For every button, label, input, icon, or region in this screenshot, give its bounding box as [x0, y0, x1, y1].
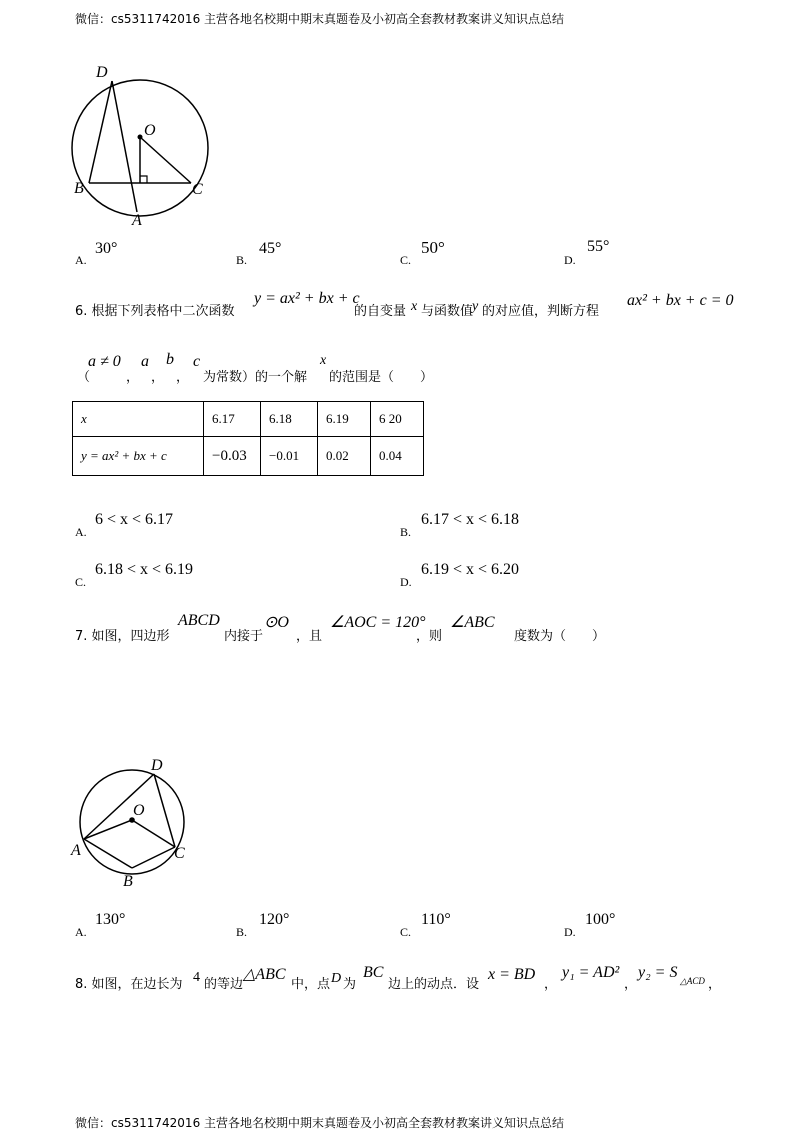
q8-text-2: 中，点	[291, 977, 331, 992]
q7-prefix: 7. 如图，四边形	[75, 629, 170, 644]
q8-side-length: 4	[193, 970, 200, 985]
q7-option-a-value: 130°	[95, 911, 126, 928]
q6-condition: a ≠ 0	[88, 353, 121, 370]
q8-y1-def: y₁ = AD²	[562, 964, 620, 981]
table-cell: y = ax² + bx + c	[73, 437, 204, 476]
label-a: A	[71, 842, 81, 859]
label-c: C	[174, 845, 185, 862]
q6-option-a-letter: A.	[75, 525, 87, 539]
q7-option-c-value: 110°	[421, 911, 451, 928]
q6-option-c-letter: C.	[75, 575, 87, 589]
q6-text-1: 的自变量	[354, 304, 407, 319]
q5-option-c-letter: C.	[400, 253, 412, 267]
q8-side-bc: BC	[363, 964, 384, 981]
q8-x-def: x = BD	[488, 966, 536, 983]
table-cell: 6 20	[371, 402, 424, 437]
table-cell: x	[73, 402, 204, 437]
q6-option-c-value: 6.18 < x < 6.19	[95, 561, 194, 578]
q6-var-y: y	[472, 299, 479, 314]
label-c: C	[192, 181, 203, 198]
label-b: B	[74, 180, 84, 197]
q5-option-a-letter: A.	[75, 253, 87, 267]
q7-option-b-letter: B.	[236, 925, 248, 939]
q7-text-4: 度数为（ ）	[514, 629, 606, 644]
q6-comma-2: ，	[151, 370, 165, 385]
label-o: O	[133, 802, 145, 819]
center-point-o	[138, 135, 143, 140]
q7-quad: ABCD	[178, 612, 220, 629]
q7-option-d-letter: D.	[564, 925, 576, 939]
q6-var-x-2: x	[320, 353, 327, 368]
q8-y2-def: y₂ = S	[638, 964, 678, 981]
q6-option-d-letter: D.	[400, 575, 412, 589]
q7-angle-abc: ∠ABC	[450, 614, 495, 631]
table-cell: 6.18	[261, 402, 318, 437]
q6-text-3: 的对应值，判断方程	[482, 304, 600, 319]
q8-sep-2: ，	[624, 977, 638, 992]
table-row	[73, 402, 424, 437]
q5-option-d-value: 55°	[587, 238, 610, 255]
q8-text-3: 为	[343, 977, 357, 992]
table-cell: −0.03	[204, 437, 261, 476]
table-cell: −0.01	[261, 437, 318, 476]
label-a: A	[132, 212, 142, 227]
page-footer: 微信：cs5311742016 主营各地名校期中期末真题卷及小初高全套教材教案讲义知识点总结	[75, 1116, 565, 1130]
label-b: B	[123, 873, 133, 890]
q6-equation: ax² + bx + c = 0	[627, 292, 734, 309]
q8-text-4: 边上的动点．设	[388, 977, 480, 992]
q7-circle: ⊙O	[264, 614, 289, 631]
q8-text-1: 的等边	[204, 977, 244, 992]
q6-const-b: b	[166, 351, 174, 368]
q6-function: y = ax² + bx + c	[254, 290, 360, 307]
q6-prefix: 6. 根据下列表格中二次函数	[75, 304, 235, 319]
segment-da	[112, 81, 137, 212]
q7-option-a-letter: A.	[75, 925, 87, 939]
q6-var-x: x	[411, 299, 418, 314]
q6-text-5: 的范围是（ ）	[329, 370, 434, 385]
q7-option-c-letter: C.	[400, 925, 412, 939]
table-cell: 6.19	[318, 402, 371, 437]
page-header: 微信：cs5311742016 主营各地名校期中期末真题卷及小初高全套教材教案讲义知识点总结	[75, 12, 565, 26]
q5-option-b-value: 45°	[259, 240, 282, 257]
table-cell: 6.17	[204, 402, 261, 437]
label-o: O	[144, 122, 156, 139]
q6-open-paren: （	[77, 370, 91, 385]
q6-const-a: a	[141, 353, 149, 370]
label-d: D	[96, 64, 108, 81]
segment-oc	[140, 137, 191, 183]
q7-text-3: ，则	[416, 629, 443, 644]
table-row	[73, 437, 424, 476]
segment-bc	[132, 847, 175, 868]
q8-sep-3: ，	[708, 977, 722, 992]
q7-option-b-value: 120°	[259, 911, 290, 928]
q7-text-1: 内接于	[224, 629, 264, 644]
table-cell: 0.04	[371, 437, 424, 476]
right-angle-mark	[140, 176, 147, 183]
q6-option-a-value: 6 < x < 6.17	[95, 511, 174, 528]
q7-option-d-value: 100°	[585, 911, 616, 928]
q6-option-b-letter: B.	[400, 525, 412, 539]
q6-option-d-value: 6.19 < x < 6.20	[421, 561, 520, 578]
q7-text-2: ，且	[296, 629, 323, 644]
q8-sep-1: ，	[544, 977, 558, 992]
q8-triangle: △ABC	[243, 966, 286, 983]
label-d: D	[151, 757, 163, 774]
circle-figure-2	[66, 752, 206, 892]
q7-angle-aoc: ∠AOC = 120°	[330, 614, 426, 631]
q5-option-b-letter: B.	[236, 253, 248, 267]
q5-option-d-letter: D.	[564, 253, 576, 267]
segment-ao	[84, 820, 132, 839]
q8-prefix: 8. 如图，在边长为	[75, 977, 183, 992]
q6-text-4: 为常数）的一个解	[203, 370, 308, 385]
q5-option-c-value: 50°	[421, 238, 445, 257]
table-cell: 0.02	[318, 437, 371, 476]
q6-comma-3: ，	[176, 370, 190, 385]
q6-comma-1: ，	[126, 370, 140, 385]
q6-const-c: c	[193, 353, 201, 370]
segment-db	[89, 81, 112, 183]
q8-point-d: D	[331, 971, 342, 986]
q8-y2-subscript: △ACD	[680, 976, 705, 986]
q6-text-2: 与函数值	[421, 304, 474, 319]
q6-option-b-value: 6.17 < x < 6.18	[421, 511, 520, 528]
q5-option-a-value: 30°	[95, 240, 118, 257]
circle-figure-1	[66, 62, 216, 227]
q6-value-table	[72, 401, 424, 476]
